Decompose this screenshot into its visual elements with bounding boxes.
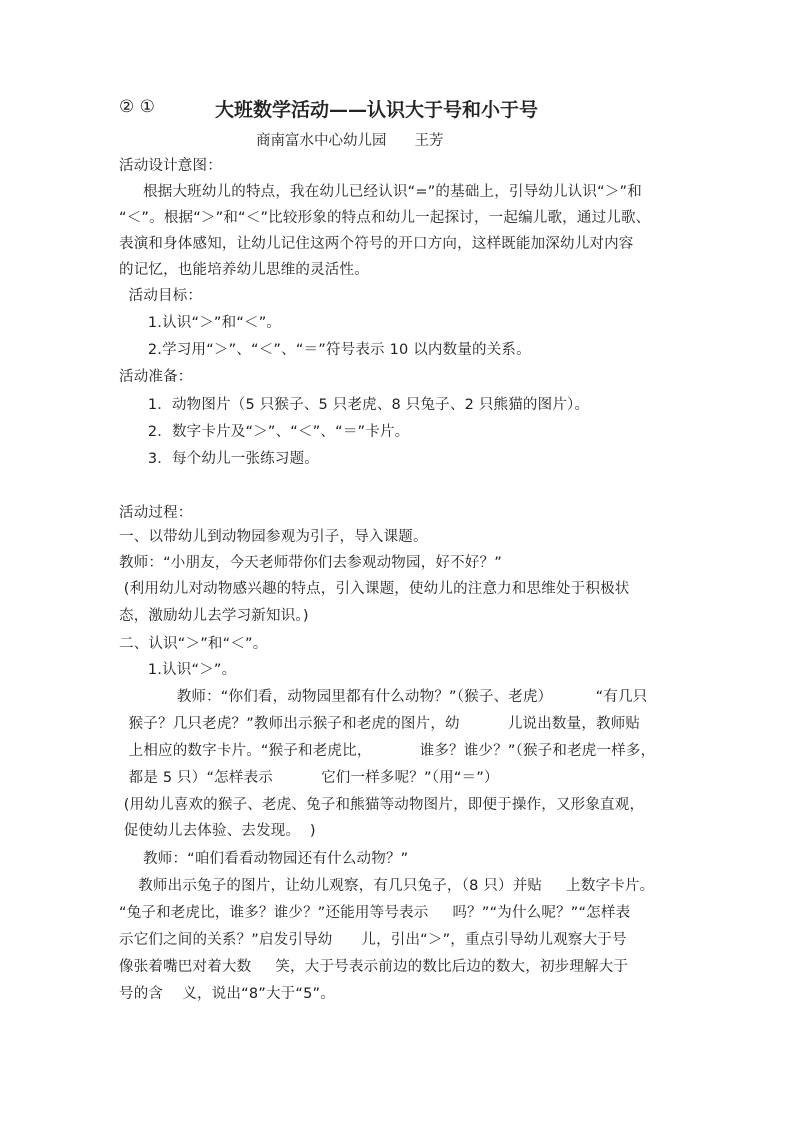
text-line: 1．动物图片（5 只猴子、5 只老虎、8 只兔子、2 只熊猫的图片）。 <box>119 397 590 413</box>
author-line <box>256 129 444 150</box>
text-line: “＜”。根据“＞”和“＜”比较形象的特点和幼儿一起探讨，一起编儿歌，通过儿歌、 <box>119 210 651 226</box>
text-line: 活动过程： <box>119 505 193 521</box>
document-title <box>119 95 699 121</box>
text-line: 活动目标： <box>119 288 203 304</box>
text-line: 根据大班幼儿的特点，我在幼儿已经认识“=”的基础上，引导幼儿认识“＞”和 <box>119 184 642 200</box>
text-line: 上相应的数字卡片。“猴子和老虎比， 谁多？谁少？”（猴子和老虎一样多， <box>119 743 656 759</box>
author-name: 王芳 <box>414 133 444 149</box>
text-line: 促使幼儿去体验、去发现。 ) <box>119 823 316 839</box>
text-line: 二、认识“＞”和“＜”。 <box>119 636 268 652</box>
text-line: 态，激励幼儿去学习新知识。) <box>119 608 309 624</box>
text-line: 猴子？几只老虎？”教师出示猴子和老虎的图片，幼 儿说出数量，教师贴 <box>119 716 641 732</box>
text-line: 一、以带幼儿到动物园参观为引子，导入课题。 <box>119 529 428 545</box>
text-line: 示它们之间的关系？”启发引导幼 儿，引出“＞”，重点引导幼儿观察大于号 <box>119 932 627 948</box>
text-line: 教师：“小朋友，今天老师带你们去参观动物园，好不好？” <box>119 555 502 571</box>
text-line: 1.认识“＞”和“＜”。 <box>119 315 282 331</box>
title-main: 大班数学活动——认识大于号和小于号 <box>215 99 539 121</box>
text-line: 都是 5 只）“怎样表示 它们一样多呢？”（用“＝”） <box>119 770 499 786</box>
text-line: 1.认识“＞”。 <box>119 662 237 678</box>
text-line: 3．每个幼儿一张练习题。 <box>119 451 319 467</box>
school-name: 商南富水中心幼儿园 <box>256 133 387 149</box>
text-line: 教师：“你们看，动物园里都有什么动物？”（猴子、老虎） “有几只 <box>119 689 648 705</box>
text-line: 2．数字卡片及“＞”、“＜”、“＝”卡片。 <box>119 424 410 440</box>
text-line: 号的含 义，说出“8”大于“5”。 <box>119 986 335 1002</box>
text-line: (利用幼儿对动物感兴趣的特点，引入课题，使幼儿的注意力和思维处于积极状 <box>119 581 630 597</box>
text-line: “兔子和老虎比，谁多？谁少？”还能用等号表示 吗？”“为什么呢？”“怎样表 <box>119 905 631 921</box>
text-line: 教师出示兔子的图片，让幼儿观察，有几只兔子，（8 只）并贴 上数字卡片。 <box>119 878 655 894</box>
text-line: 教师：“咱们看看动物园还有什么动物？” <box>119 851 409 867</box>
text-line: 活动准备： <box>119 369 193 385</box>
text-line: 活动设计意图： <box>119 158 222 174</box>
text-line: 2.学习用“＞”、“＜”、“＝”符号表示 10 以内数量的关系。 <box>119 342 531 358</box>
text-line: 像张着嘴巴对着大数 笑，大于号表示前边的数比后边的数大，初步理解大于 <box>119 959 629 975</box>
text-line: 的记忆，也能培养幼儿思维的灵活性。 <box>119 262 369 278</box>
text-line: 表演和身体感知，让幼儿记住这两个符号的开口方向，这样既能加深幼儿对内容 <box>119 236 634 252</box>
text-line: (用幼儿喜欢的猴子、老虎、兔子和熊猫等动物图片，即便于操作，又形象直观， <box>119 797 645 813</box>
title-marks: ② ① <box>119 97 155 117</box>
